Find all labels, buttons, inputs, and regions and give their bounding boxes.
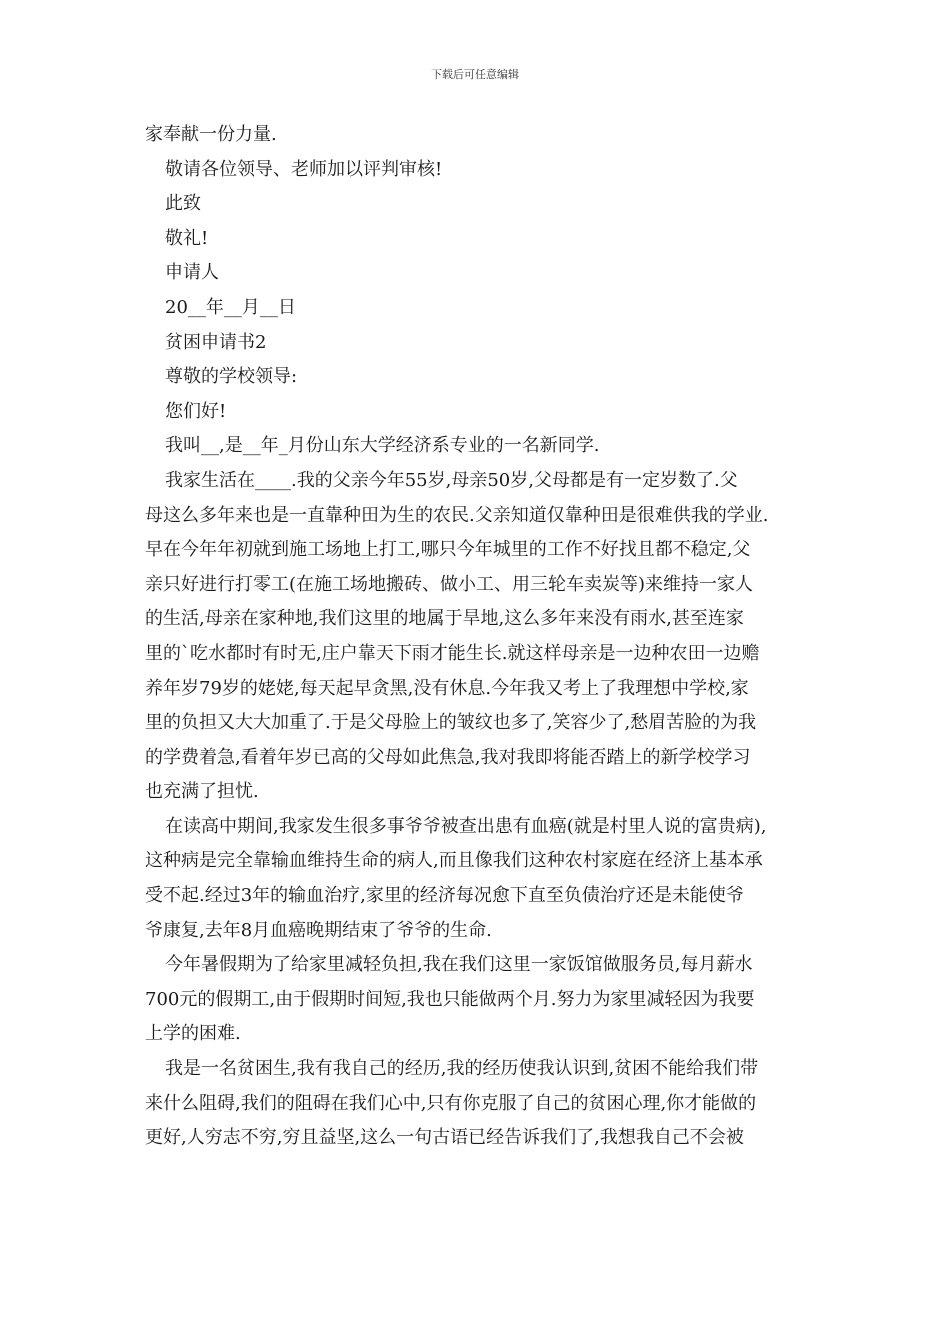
text-line: 家奉献一份力量.	[145, 124, 277, 145]
text-line: 上学的困难.	[145, 1023, 241, 1045]
text-line: 亲只好进行打零工(在施工场地搬砖、做小工、用三轮车卖炭等)来维持一家人	[145, 573, 754, 595]
text-line: 敬请各位领导、老师加以评判审核!	[165, 158, 443, 180]
text-line: 我家生活在____.我的父亲今年55岁,母亲50岁,父母都是有一定岁数了.父	[165, 469, 738, 491]
text-line: 养年岁79岁的姥姥,每天起早贪黑,没有休息.今年我又考上了我理想中学校,家	[145, 677, 749, 699]
text-line: 母这么多年来也是一直靠种田为生的农民.父亲知道仅靠种田是很难供我的学业.	[145, 504, 769, 526]
text-line: 我是一名贫困生,我有我自己的经历,我的经历使我认识到,贫困不能给我们带	[165, 1058, 759, 1080]
text-line: 也充满了担忧.	[145, 781, 259, 803]
text-line: 20__年__月__日	[165, 296, 296, 318]
text-line: 贫困申请书2	[165, 331, 267, 353]
text-line: 这种病是完全靠输血维持生命的病人,而且像我们这种农村家庭在经济上基本承	[145, 850, 763, 872]
text-line: 此致	[165, 193, 201, 215]
document-body	[145, 118, 815, 1156]
text-line: 尊敬的学校领导:	[165, 366, 298, 388]
text-line: 申请人	[165, 262, 219, 284]
text-line: 更好,人穷志不穷,穷且益坚,这么一句古语已经告诉我们了,我想我自己不会被	[145, 1127, 744, 1149]
text-line: 今年暑假期为了给家里减轻负担,我在我们这里一家饭馆做服务员,每月薪水	[165, 954, 753, 976]
text-line: 700元的假期工,由于假期时间短,我也只能做两个月.努力为家里减轻因为我要	[145, 988, 755, 1010]
text-line: 在读高中期间,我家发生很多事爷爷被查出患有血癌(就是村里人说的富贵病),	[165, 815, 767, 837]
text-line: 您们好!	[165, 400, 227, 422]
page-header: 下载后可任意编辑	[431, 68, 519, 81]
text-line: 来什么阻碍,我们的阻碍在我们心中,只有你克服了自己的贫困心理,你才能做的	[145, 1092, 757, 1114]
text-line: 早在今年年初就到施工场地上打工,哪只今年城里的工作不好找且都不稳定,父	[145, 539, 751, 561]
text-line: 里的`吃水都时有时无,庄户靠天下雨才能生长.就这样母亲是一边种农田一边赡	[145, 642, 760, 664]
text-line: 敬礼!	[165, 227, 209, 249]
text-line: 我叫__,是__年_月份山东大学经济系专业的一名新同学.	[165, 435, 600, 457]
text-line: 的学费着急,看着年岁已高的父母如此焦急,我对我即将能否踏上的新学校学习	[145, 746, 751, 768]
text-line: 的生活,母亲在家种地,我们这里的地属于旱地,这么多年来没有雨水,甚至连家	[145, 608, 744, 630]
text-line: 里的负担又大大加重了.于是父母脸上的皱纹也多了,笑容少了,愁眉苦脸的为我	[145, 712, 757, 734]
text-line: 受不起.经过3年的输血治疗,家里的经济每况愈下直至负债治疗还是未能使爷	[145, 885, 744, 907]
text-line: 爷康复,去年8月血癌晚期结束了爷爷的生命.	[145, 919, 492, 941]
